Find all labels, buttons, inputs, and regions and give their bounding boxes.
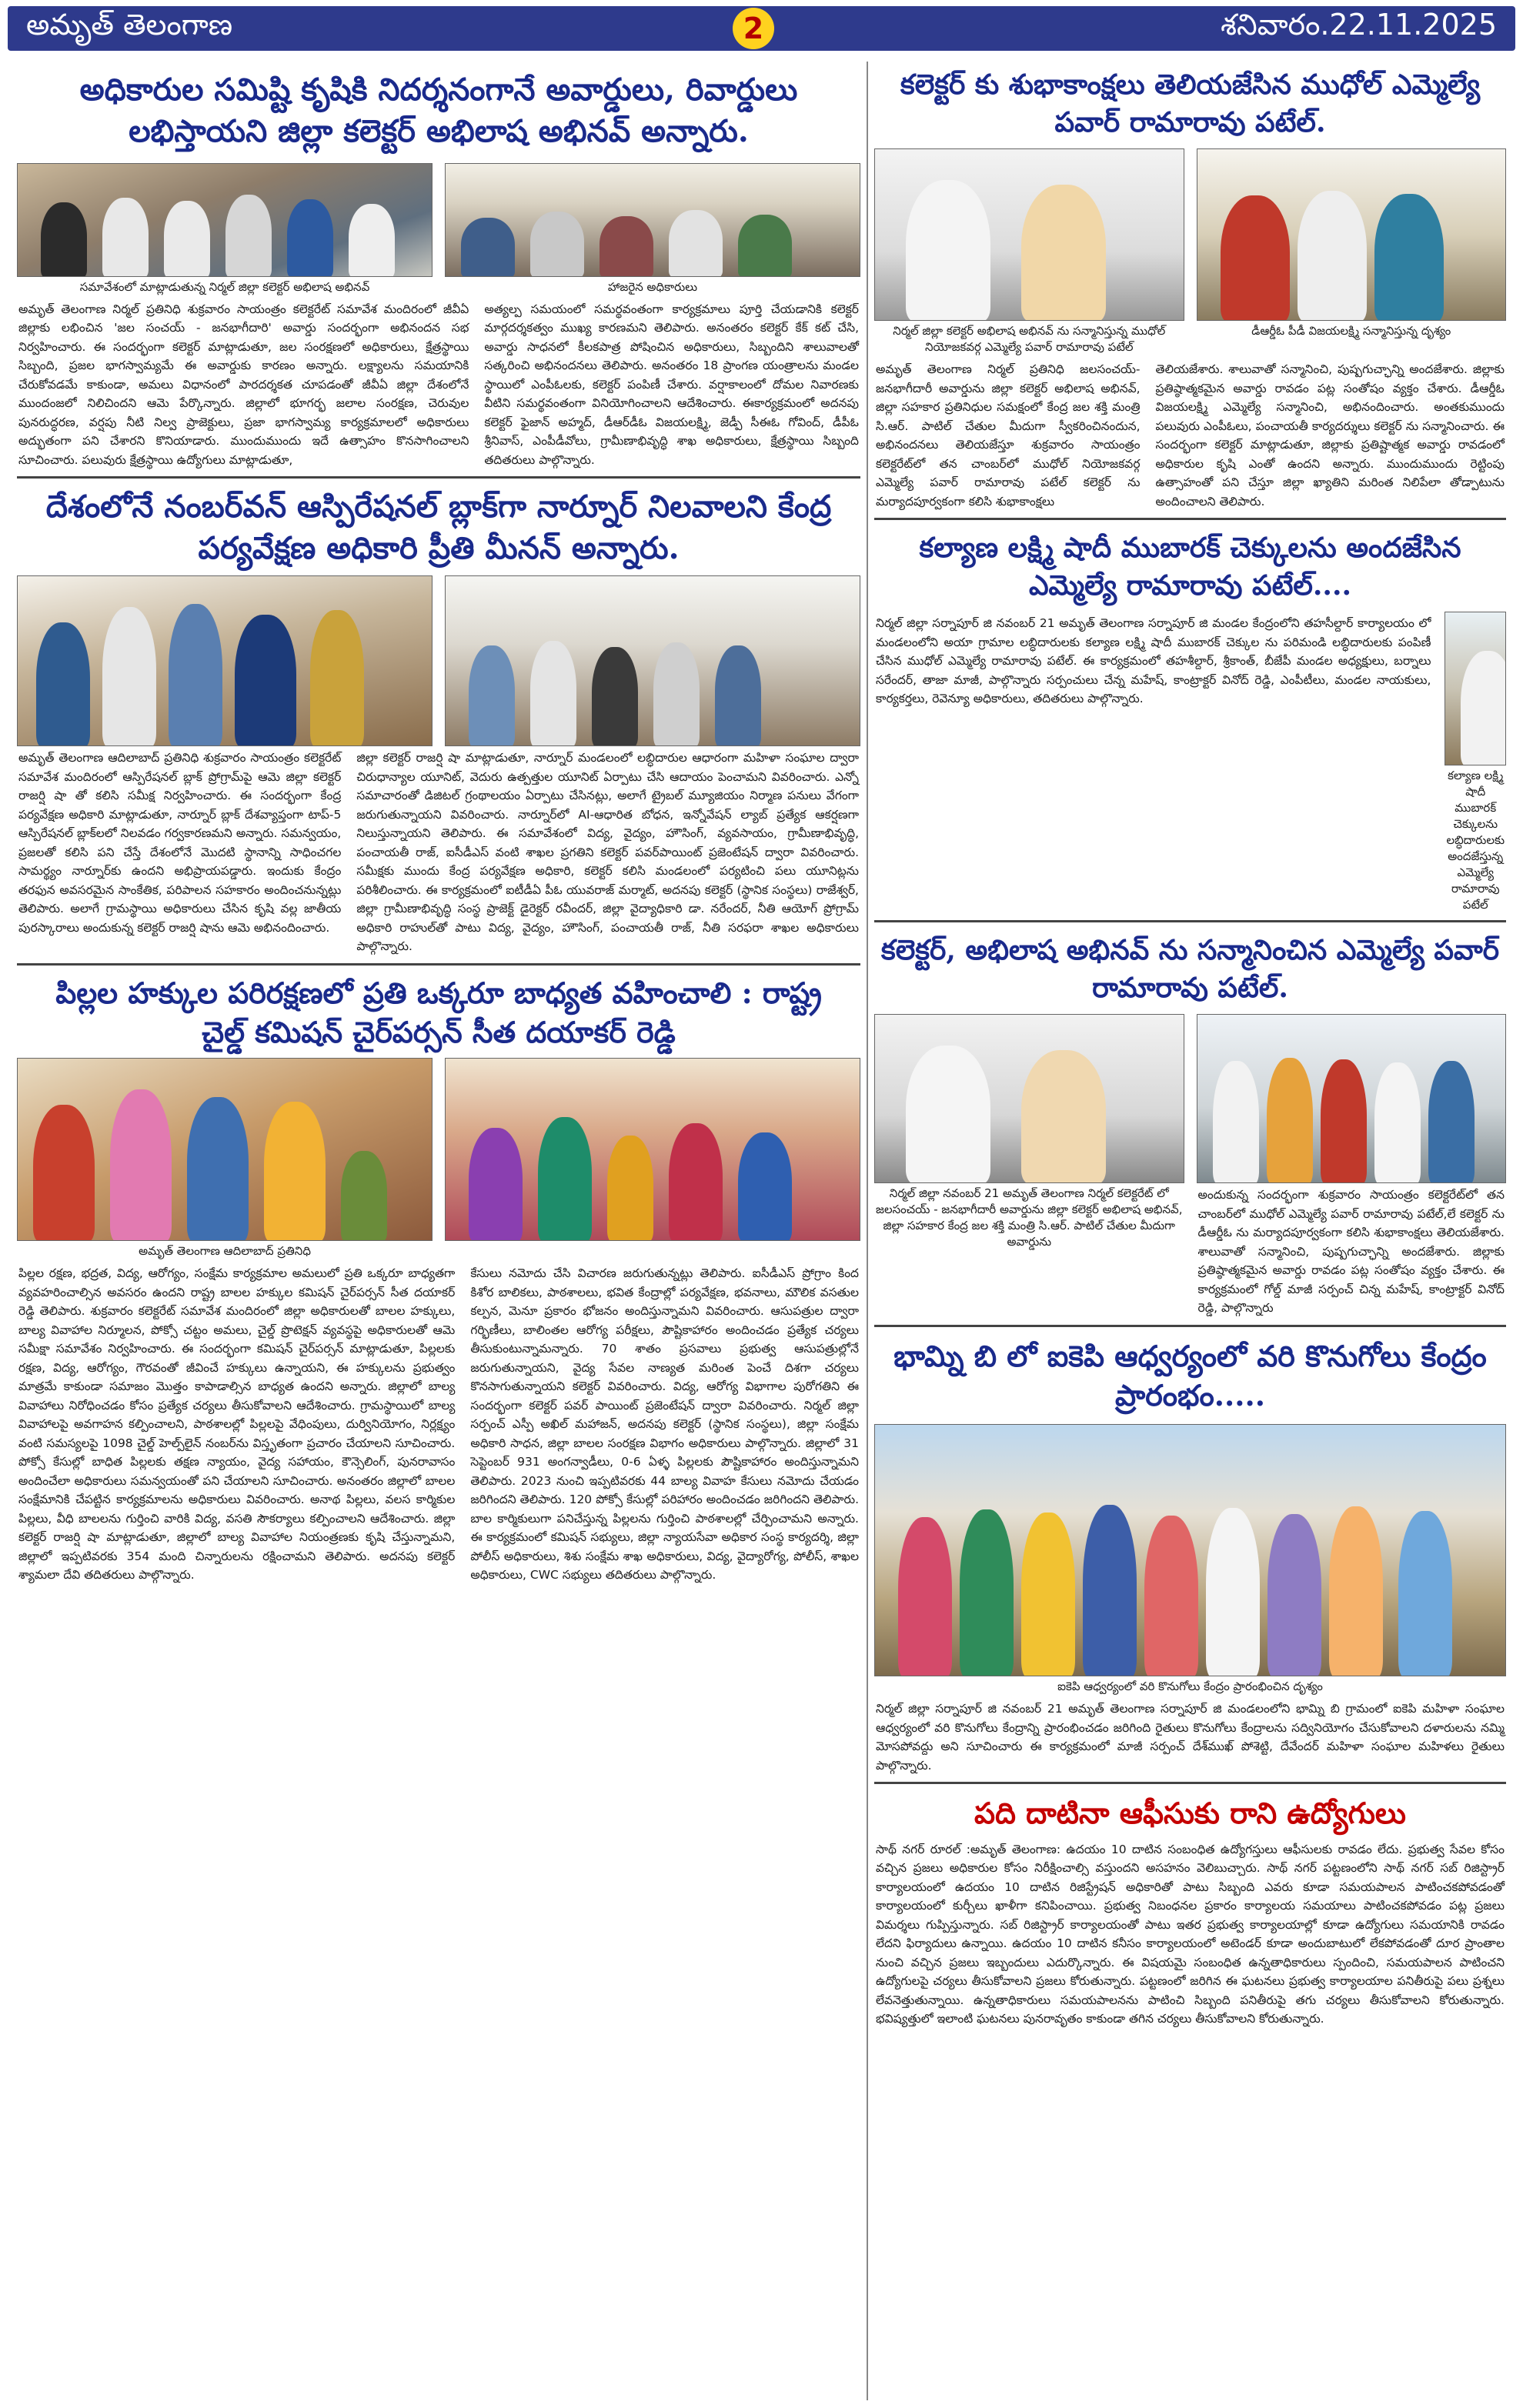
- story-mla-wishes: [874, 62, 1506, 513]
- body-mla-felicitation: అందుకున్న సందర్భంగా శుక్రవారం సాయంత్రం కలెక్టరేట్‌లో తన చాంబర్‌లో ముధోల్ ఎమ్మెల్యే పవార్ రామారావు పటేల్,లే కలెక్టర్ ను డీఆర్డీఓ ను మర్యాదపూర్వకంగా కలిసి శుభాకాంక్షలు తెలియజేశారు. శాలువాతో సన్మానించి, పుష్పగుచ్ఛాన్ని అందజేశారు. జిల్లాకు ప్రతిష్ఠాత్మకమైన అవార్డు రావడం పట్ల సంతోషం వ్యక్తం చేశారు. ఈ కార్యక్రమంలో గోల్డ్ మాజీ సర్పంచ్ చిన్న మహేష్, కాంట్రాక్టర్ వినోద్ రెడ్డి, పాల్గొన్నారు: [1197, 1188, 1505, 1316]
- photo-officials-audience: [445, 163, 860, 277]
- column-divider: [867, 62, 868, 2400]
- story-paddy-centre: [874, 1332, 1506, 1778]
- photo-child-commission-visit: [17, 1058, 433, 1241]
- issue-date: శనివారం.22.11.2025: [1221, 8, 1497, 42]
- photo-preethi-visit: [17, 575, 433, 746]
- story-kalyana-lakshmi: [874, 525, 1506, 916]
- photo-children-activity: [445, 1058, 860, 1241]
- caption-mla-honours-collector: నిర్మల్ జిల్లా కలెక్టర్ అభిలాష అభినవ్ ను సన్మానిస్తున్న ముధోల్ నియోజకవర్గ ఎమ్మెల్యే పవార్ రామారావు పటేల్: [893, 324, 1166, 355]
- photo-paddy-centre-opening: [874, 1424, 1506, 1676]
- photo-gift-presentation: [874, 1014, 1184, 1183]
- body-child-rights-left: పిల్లల రక్షణ, భద్రత, విద్య, ఆరోగ్యం, సంక్షేమ కార్యక్రమాల అమలులో ప్రతి ఒక్కరూ బాధ్యతగా వ్యవహరించాల్సిన అవసరం ఉందని రాష్ట్ర బాలల హక్కుల కమిషన్ చైర్‌పర్సన్ సీత దయాకర్ రెడ్డి తెలిపారు. శుక్రవారం కలెక్టరేట్ సమావేశ మందిరంలో జిల్లా అధికారులతో బాలల హక్కులు, బాల్య వివాహాల నిర్మూలన, పోక్సో చట్టం అమలు, చైల్డ్ ప్రొటెక్షన్ వ్యవస్థపై అధికారులతో ఆమె సమీక్షా సమావేశం నిర్వహించారు. ఈ సందర్భంగా కమిషన్ చైర్‌పర్సన్ మాట్లాడుతూ, పిల్లలకు రక్షణ, విద్య, ఆరోగ్యం, గౌరవంతో జీవించే హక్కులు ఉన్నాయని, ఈ హక్కులను ప్రభుత్వం మాత్రమే కాకుండా సమాజం మొత్తం కాపాడాల్సిన బాధ్యత ఉందని అన్నారు. జిల్లాలో బాల్య వివాహాలు నిరోధించడం కోసం ప్రత్యేక చర్యలు తీసుకోవాలని ఆదేశించారు. గ్రామస్థాయిలో బాల్య వివాహాలపై అవగాహన కల్పించాలని, పాఠశాలల్లో పిల్లలపై వేధింపులు, దుర్వినియోగం, నిర్లక్ష్యం వంటి సమస్యలపై 1098 చైల్డ్ హెల్ప్‌లైన్ నంబర్‌ను విస్తృతంగా ప్రచారం చేయాలని సూచించారు. పోక్సో కేసుల్లో బాధిత పిల్లలకు తక్షణ న్యాయం, వైద్య సహాయం, కౌన్సెలింగ్, పునరావాసం అందించేలా అధికారులు సమన్వయంతో పని చేయాలని సూచించారు. అనంతరం జిల్లాలో బాలల సంక్షేమానికి చేపట్టిన కార్యక్రమాలను అధికారులు వివరించారు. అనాథ పిల్లలు, వలస కార్మికుల పిల్లలు, వీధి బాలలను గుర్తించి వారికి విద్య, వసతి సౌకర్యాలు కల్పించాలని ఆదేశించారు. జిల్లా కలెక్టర్ రాజర్షి షా మాట్లాడుతూ, జిల్లాలో బాల్య వివాహాల నియంత్రణకు కృషి చేస్తున్నామని, జిల్లాలో ఇప్పటివరకు 354 మంది చిన్నారులను రక్షించామని తెలిపారు. అదనపు కలెక్టర్ శ్యామలా దేవి తదితరులు పాల్గొన్నారు.: [18, 1266, 456, 1583]
- story-awards: [17, 62, 860, 472]
- headline-aspirational-block: దేశంలోనే నంబర్‌వన్ ఆస్పిరేషనల్ బ్లాక్‌గా నార్నూర్ నిలవాలని కేంద్ర పర్యవేక్షణ అధికారి ప్రీతి మీనన్ అన్నారు.: [45, 489, 832, 567]
- story-aspirational-block: [17, 483, 860, 958]
- body-awards-left: అమృత్ తెలంగాణ నిర్మల్ ప్రతినిధి శుక్రవారం సాయంత్రం కలెక్టరేట్ సమావేశ మందిరంలో జీవీఏ జిల్లాకు లభించిన 'జల సంచయ్ - జనభాగీదారి' అవార్డు సందర్భంగా అభినందన సభ నిర్వహించారు. ఈ సందర్భంగా కలెక్టర్ మాట్లాడుతూ, జల సంరక్షణలో అధికారులు, క్షేత్రస్థాయి సిబ్బంది, ప్రజల భాగస్వామ్యమే ఈ అవార్డుకు కారణం అన్నారు. లక్ష్యాలను సమయానికి చేరుకోవడమే కాకుండా, అమలు విధానంలో పారదర్శకత చూపడంతో జీవీఏ జిల్లా దేశంలోనే ముందంజలో నిలిచిందని ఆమె పేర్కొన్నారు. జిల్లాలో భూగర్భ జలాల సంరక్షణ, చెరువుల పునరుద్ధరణ, వర్షపు నీటి నిల్వ ప్రాజెక్టులు, ప్రజా భాగస్వామ్య కార్యక్రమాలలో అధికారులు అద్భుతంగా పని చేశారని కొనియాడారు. ముందుముందు ఇదే ఉత్సాహం కొనసాగించాలని సూచించారు. పలువురు క్షేత్రస్థాయి ఉద్యోగులు మాట్లాడుతూ,: [18, 302, 469, 467]
- story-late-employees: [874, 1789, 1506, 2030]
- caption-cheque-distribution: కల్యాణ లక్ష్మి షాదీ ముబారక్ చెక్కులను లబ్ధిదారులకు అందజేస్తున్న ఎమ్మెల్యే రామారావు పటేల్: [1446, 769, 1505, 912]
- caption-gift-presentation: నిర్మల్ జిల్లా నవంబర్ 21 అమృత్ తెలంగాణ నిర్మల్ కలెక్టరేట్ లో జలసంచయ్ - జనభాగీదారీ అవార్డును జిల్లా కలెక్టర్ అభిలాష అభినవ్, జిల్లా సహకార కేంద్ర జల శక్తి మంత్రి సి.ఆర్. పాటిల్ చేతుల మీదుగా అవార్డును: [876, 1186, 1183, 1249]
- headline-mla-wishes: కలెక్టర్ కు శుభాకాంక్షలు తెలియజేసిన ముధోల్ ఎమ్మెల్యే పవార్ రామారావు పటేల్.: [900, 68, 1481, 138]
- story-separator: [874, 518, 1506, 520]
- masthead: [8, 6, 1515, 51]
- body-paddy-centre: నిర్మల్ జిల్లా సర్నాపూర్ జి నవంబర్ 21 అమృత్ తెలంగాణ సర్నాపూర్ జి మండలంలోని భామ్ని బి గ్రామంలో ఐకెపి మహిళా సంఘాల ఆధ్వర్యంలో వరి కొనుగోలు కేంద్రాన్ని ప్రారంభించడం జరిగింది రైతులు కొనుగోలు కేంద్రాలను సద్వినియోగం చేసుకోవాలని దళారులను నమ్మి మోసపోవద్దు అని సూచించారు ఈ కార్యక్రమంలో మాజీ సర్పంచ్ దేశ్‌ముఖ్ పోశెట్టి, దేవేందర్ మహిళా సంఘాల మహిళలు రైతులు పాల్గొన్నారు.: [876, 1702, 1505, 1773]
- story-separator: [17, 963, 860, 966]
- story-child-rights: [17, 970, 860, 1587]
- headline-kalyana-lakshmi: కల్యాణ లక్ష్మి షాదీ ముబారక్ చెక్కులను అందజేసిన ఎమ్మెల్యే రామారావు పటేల్....: [919, 532, 1461, 602]
- photo-collector-meeting: [17, 163, 433, 277]
- body-mla-wishes-left: అమృత్ తెలంగాణ నిర్మల్ ప్రతినిధి జలసంచయ్-జనభాగీదారీ అవార్డును జిల్లా కలెక్టర్ అభిలాష అభినవ్, జిల్లా సహకార ప్రతినిధుల సమక్షంలో కేంద్ర జల శక్తి మంత్రి సి.ఆర్. పాటిల్ చేతుల మీదుగా స్వీకరించినందున, అభినందనలు తెలియజేస్తూ శుక్రవారం సాయంత్రం కలెక్టరేట్‌లో తన చాంబర్‌లో ముధోల్ నియోజకవర్గ ఎమ్మెల్యే పవార్ రామారావు పటేల్ కలెక్టర్ ను మర్యాదపూర్వకంగా కలిసి శుభాకాంక్షలు: [876, 362, 1141, 509]
- body-mla-wishes-right: తెలియజేశారు. శాలువాతో సన్మానించి, పుష్పగుచ్ఛాన్ని అందజేశారు. జిల్లాకు ప్రతిష్ఠాత్మకమైన అవార్డు రావడం పట్ల సంతోషం వ్యక్తం చేశారు. డీఆర్డీఓ విజయలక్ష్మి ఎమ్మెల్యే సన్మానించి, అభినందించారు. అంతకుముందు పలువురు ఎంపీఓలు, పంచాయతీ కార్యదర్శులు కలెక్టర్ ను సన్మానించారు. ఈ సందర్భంగా కలెక్టర్ మాట్లాడుతూ, జిల్లాకు ప్రతిష్టాత్మక అవార్డు రావడంలో అధికారుల కృషి ఎంతో ఉందని అన్నారు. ముందుముందు రెట్టింపు ఉత్సాహంతో పని చేస్తూ జిల్లా ఖ్యాతిని మరింత నిలిపేలా తోడ్పాటును అందించాలని తెలిపారు.: [1155, 362, 1505, 509]
- headline-late-employees: పది దాటినా ఆఫీసుకు రాని ఉద్యోగులు: [974, 1796, 1406, 1831]
- story-separator: [874, 1782, 1506, 1784]
- body-awards-right: అత్యల్ప సమయంలో సమర్థవంతంగా కార్యక్రమాలు పూర్తి చేయడానికి కలెక్టర్ మార్గదర్శకత్వం ముఖ్య కారణమని తెలిపారు. అనంతరం కలెక్టర్ కేక్ కట్ చేసి, అవార్డు సాధనలో కీలకపాత్ర పోషించిన అధికారులు, సిబ్బందిని శాలువాలతో సత్కరించి అభినందనలు తెలిపారు. అనంతరం 18 ప్రాంగణ యంత్రాలను మండల స్థాయిలో ఎంపీఓలకు, కలెక్టర్ పంపిణీ చేశారు. వర్షాకాలంలో దోమల నివారణకు వీటిని సమర్థవంతంగా వినియోగించాలని ఆదేశించారు. ఈకార్యక్రమంలో అదనపు కలెక్టర్ ఫైజాన్ అహ్మద్, డీఆర్‌డీఓ విజయలక్ష్మి, జెడ్పీ సీఈఓ గోవింద్, డీపీఓ శ్రీనివాస్, ఎంపీడీవోలు, గ్రామీణాభివృద్ధి శాఖ అధికారులు, క్షేత్రస్థాయి సిబ్బంది తదితరులు పాల్గొన్నారు.: [484, 302, 859, 467]
- left-column: [17, 62, 860, 1587]
- newspaper-brand: అమృత్ తెలంగాణ: [26, 8, 233, 42]
- photo-mla-honours-collector: [874, 148, 1184, 321]
- byline-child-rights: అమృత్ తెలంగాణ ఆదిలాబాద్ ప్రతినిధి: [139, 1244, 311, 1259]
- headline-mla-felicitation: కలెక్టర్, అభిలాష అభినవ్ ను సన్మానించిన ఎమ్మెల్యే పవార్ రామారావు పటేల్.: [880, 934, 1500, 1004]
- body-aspirational-left: అమృత్ తెలంగాణ ఆదిలాబాద్ ప్రతినిధి శుక్రవారం సాయంత్రం కలెక్టరేట్ సమావేశ మందిరంలో ఆస్పిరేషనల్ బ్లాక్ ప్రోగ్రామ్‌పై ఆమె జిల్లా కలెక్టర్ రాజర్షి షా తో కలిసి సమీక్ష నిర్వహించారు. ఈ సందర్భంగా కేంద్ర పర్యవేక్షణ అధికారి మాట్లాడుతూ, నార్నూర్ బ్లాక్ దేశవ్యాప్తంగా టాప్-5 ఆస్పిరేషనల్ బ్లాక్‌లలో నిలవడం గర్వకారణమని అన్నారు. సమన్వయం, ప్రజలతో కలిసి పని చేస్తే దేశంలోనే మొదటి స్థానాన్ని సాధించగల సామర్థ్యం నార్నూర్‌కు ఉందని అభిప్రాయపడ్డారు. ఇందుకు కేంద్రం తరఫున అవసరమైన సాంకేతిక, పరిపాలన సహకారం అందించనున్నట్లు తెలిపారు. అలాగే గ్రామస్థాయి అధికారులు చేసిన కృషి వల్ల జాతీయ పురస్కారాలు అందుకున్న కలెక్టర్ రాజర్షి షాను ఆమె అభినందించారు.: [18, 751, 342, 935]
- body-late-employees: సాథ్ నగర్ రూరల్ :అమృత్ తెలంగాణ: ఉదయం 10 దాటిన సంబంధిత ఉద్యోగస్తులు ఆఫీసులకు రావడం లేదు. ప్రభుత్వ సేవల కోసం వచ్చిన ప్రజలు అధికారుల కోసం నిరీక్షించాల్సి వస్తుందని అసహనం వెలిబుచ్చారు. సాథ్ నగర్ పట్టణంలోని సాథ్ నగర్ సబ్ రిజిస్ట్రార్ కార్యాలయంలో ఉదయం 10 దాటిన రిజిస్ట్రేషన్ అధికారితో పాటు సిబ్బంది ఎవరు కూడా సమయపాలన పాటించకపోవడంతో కార్యాలయంలో కుర్చీలు ఖాళీగా కనిపించాయి. ప్రభుత్వ నిబంధనల ప్రకారం కార్యాలయ సమయాలు పాటించకపోవడం పట్ల ప్రజలు విమర్శలు గుప్పిస్తున్నారు. సబ్ రిజిస్ట్రార్ కార్యాలయంతో పాటు ఇతర ప్రభుత్వ కార్యాలయాల్లో కూడా ఉద్యోగులు సమయానికి రావడం లేదని ఫిర్యాదులు ఉన్నాయి. ఉదయం 10 దాటిన కనీసం కార్యాలయంలో అటెండర్ కూడా అందుబాటులో లేకపోవడంతో దూర ప్రాంతాల నుంచి వచ్చిన ప్రజలు ఇబ్బందులు ఎదుర్కొన్నారు. ఈ విషయమై సంబంధిత ఉన్నతాధికారులు స్పందించి, సమయపాలన పాటించని ఉద్యోగులపై చర్యలు తీసుకోవాలని ప్రజలు కోరుతున్నారు. పట్టణంలో జరిగిన ఈ ఘటనలు ప్రభుత్వ కార్యాలయాల పనితీరుపై పలు ప్రశ్నలు లేవనెత్తుతున్నాయి. ఉన్నతాధికారులు సమయపాలనను పాటించి సిబ్బంది పనితీరుపై తగు చర్యలు తీసుకోవాలని కోరుతున్నారు. భవిష్యత్తులో ఇలాంటి ఘటనలు పునరావృతం కాకుండా తగిన చర్యలు తీసుకోవాలని కోరుతున్నారు.: [876, 1842, 1505, 2026]
- story-separator: [874, 920, 1506, 922]
- caption-collector-meeting: సమావేశంలో మాట్లాడుతున్న నిర్మల్ జిల్లా కలెక్టర్ అభిలాష అభినవ్: [79, 280, 370, 294]
- headline-paddy-centre: భామ్ని బి లో ఐకెపి ఆధ్వర్యంలో వరి కొనుగోలు కేంద్రం ప్రారంభం.....: [893, 1338, 1487, 1413]
- caption-paddy-centre-opening: ఐకెపి ఆధ్వర్యంలో వరి కొనుగోలు కేంద్రం ప్రారంభించిన దృశ్యం: [1057, 1679, 1323, 1694]
- page-number-badge: 2: [733, 8, 774, 49]
- caption-officials-audience: హాజరైన అధికారులు: [607, 280, 698, 294]
- story-separator: [874, 1325, 1506, 1327]
- caption-drdo-honours: డీఆర్డీఓ పీడీ విజయలక్ష్మి సన్మానిస్తున్న దృశ్యం: [1251, 324, 1451, 339]
- photo-drdo-honours: [1197, 148, 1507, 321]
- right-column: [874, 62, 1506, 2031]
- headline-child-rights: పిల్లల హక్కుల పరిరక్షణలో ప్రతి ఒక్కరూ బాధ్యత వహించాలి : రాష్ట్ర చైల్డ్ కమిషన్ చైర్‌పర్సన్ సీత దయాకర్ రెడ్డి: [55, 975, 822, 1049]
- photo-review-meeting: [445, 575, 860, 746]
- photo-group-felicitation: [1197, 1014, 1507, 1183]
- story-separator: [17, 476, 860, 479]
- body-kalyana-lakshmi: నిర్మల్ జిల్లా సర్నాపూర్ జి నవంబర్ 21 అమృత్ తెలంగాణ సర్నాపూర్ జి మండల కేంద్రంలోని తహసీల్దార్ కార్యాలయం లో మండలంలోని అయా గ్రామాల లబ్ధిదారులకు కల్యాణ లక్ష్మి షాదీ ముబారక్ చెక్కుల ను పరిమండి లబ్ధిదారులకు పంపిణీ చేసిన ముధోల్ ఎమ్మెల్యే రామారావు పటేల్. ఈ కార్యక్రమంలో తహశీల్దార్, శ్రీకాంత్, బీజేపీ మండల అధ్యక్షులు, బర్నాలు సరేందర్, తాజా మాజీ, పాల్గొన్నారు సర్పంచులు చేన్న మహేష్, కాంట్రాక్టర్ వినోద్ రెడ్డి, ఎంపీటీలు, మండల నాయకులు, కార్యకర్తలు, రెవెన్యూ అధికారులు, తదితరులు పాల్గొన్నారు.: [876, 616, 1431, 706]
- photo-cheque-distribution: [1445, 612, 1506, 765]
- headline-awards: అధికారుల సమిష్టి కృషికి నిదర్శనంగానే అవార్డులు, రివార్డులు లభిస్తాయని జిల్లా కలెక్టర్ అభిలాష అభినవ్ అన్నారు.: [79, 72, 798, 149]
- body-aspirational-right: జిల్లా కలెక్టర్ రాజర్షి షా మాట్లాడుతూ, నార్నూర్ మండలంలో లబ్ధిదారుల ఆధారంగా మహిళా సంఘాల ద్వారా చిరుధాన్యాల యూనిట్, వెదురు ఉత్పత్తుల యూనిట్ ఏర్పాటు చేసి ఆదాయం పెంచామని వివరించారు. ఎన్నో సమాచారంతో డిజిటల్ గ్రంథాలయం ఏర్పాటు చేసినట్లు, అలాగే ట్రైబల్ మ్యూజియం నిర్మాణ పనులు వేగంగా జరుగుతున్నాయని వివరించారు. నార్నూర్‌లో AI-ఆధారిత బోధన, ఇన్నోవేషన్ ల్యాబ్ ప్రత్యేక ఆకర్షణగా నిలుస్తున్నాయని తెలిపారు. ఈ సమావేశంలో విద్య, వైద్యం, హౌసింగ్, వ్యవసాయం, గ్రామీణాభివృద్ధి, పంచాయతీ రాజ్, ఐసీడీఎస్ వంటి శాఖల ప్రగతిని కలెక్టర్ పవర్‌పాయింట్ ప్రజెంటేషన్ ద్వారా వివరించారు. సమీక్షకు ముందు కేంద్ర పర్యవేక్షణ అధికారి, కలెక్టర్ కలిసి మండలంలో పర్యటించి పలు యూనిట్లను పరిశీలించారు. ఈ కార్యక్రమంలో ఐటీడీఏ పీఓ యువరాజ్ మర్మాట్, అదనపు కలెక్టర్ (స్థానిక సంస్థలు) రాజేశ్వర్, జిల్లా గ్రామీణాభివృద్ధి సంస్థ ప్రాజెక్ట్ డైరెక్టర్ రవీందర్, జిల్లా వైద్యాధికారి డా. నరేందర్, నీతి ఆయోగ్ ప్రోగ్రామ్ అధికారి రాహుల్‌తో పాటు విద్య, వైద్యం, హౌసింగ్, పంచాయతీ రాజ్, నీతి సరఫరా శాఖల అధికారులు పాల్గొన్నారు.: [356, 751, 859, 954]
- body-child-rights-right: కేసులు నమోదు చేసి విచారణ జరుగుతున్నట్లు తెలిపారు. ఐసీడీఎస్ ప్రోగ్రాం కింద కిశోర బాలికలు, పాఠశాలలు, భవిత కేంద్రాల్లో పర్యవేక్షణ, భవనాలు, మౌలిక వసతుల కల్పన, మెనూ ప్రకారం భోజనం అందిస్తున్నామని వివరించారు. ఆసుపత్రుల ద్వారా గర్భిణీలు, బాలింతల ఆరోగ్య పరీక్షలు, పౌష్టికాహారం అందించడం ప్రత్యేక చర్యలు తీసుకుంటున్నామన్నారు. 70 శాతం ప్రసవాలు ప్రభుత్వ ఆసుపత్రుల్లోనే జరుగుతున్నాయని, వైద్య సేవల నాణ్యత మరింత పెంచే దిశగా చర్యలు కొనసాగుతున్నాయని కలెక్టర్ వివరించారు. విద్య, ఆరోగ్య విభాగాల పురోగతిని ఈ సందర్భంగా కలెక్టర్ పవర్ పాయింట్ ప్రజెంటేషన్ ద్వారా వివరించారు. నిర్మల్ జిల్లా సర్పంచ్ ఎస్పీ అఖిల్ మహాజన్, అదనపు కలెక్టర్ (స్థానిక సంస్థలు), జిల్లా సంక్షేమ అధికారి సాధన, జిల్లా బాలల సంరక్షణ విభాగం అధికారులు పాల్గొన్నారు. జిల్లాలో 31 సెప్టెంబర్ 931 అంగన్వాడీలు, 0-6 ఏళ్ళ పిల్లలకు పౌష్టికాహారం అందిస్తున్నామని తెలిపారు. 2023 నుంచి ఇప్పటివరకు 44 బాల్య వివాహ కేసులు నమోదు చేయడం జరిగిందని తెలిపారు. 120 పోక్సో కేసుల్లో పరిహారం అందించడం జరిగిందని తెలిపారు. బాల కార్మికులుగా పనిచేస్తున్న పిల్లలను గుర్తించి పాఠశాలల్లో చేర్పించామని అన్నారు. ఈ కార్యక్రమంలో కమిషన్ సభ్యులు, జిల్లా న్యాయసేవా అధికార సంస్థ కార్యదర్శి, జిల్లా పోలీస్ అధికారులు, శిశు సంక్షేమ శాఖ అధికారులు, విద్య, వైద్యారోగ్య, పోలీస్, శాఖల అధికారులు, CWC సభ్యులు తదితరులు పాల్గొన్నారు.: [470, 1266, 859, 1583]
- story-mla-felicitation: [874, 927, 1506, 1320]
